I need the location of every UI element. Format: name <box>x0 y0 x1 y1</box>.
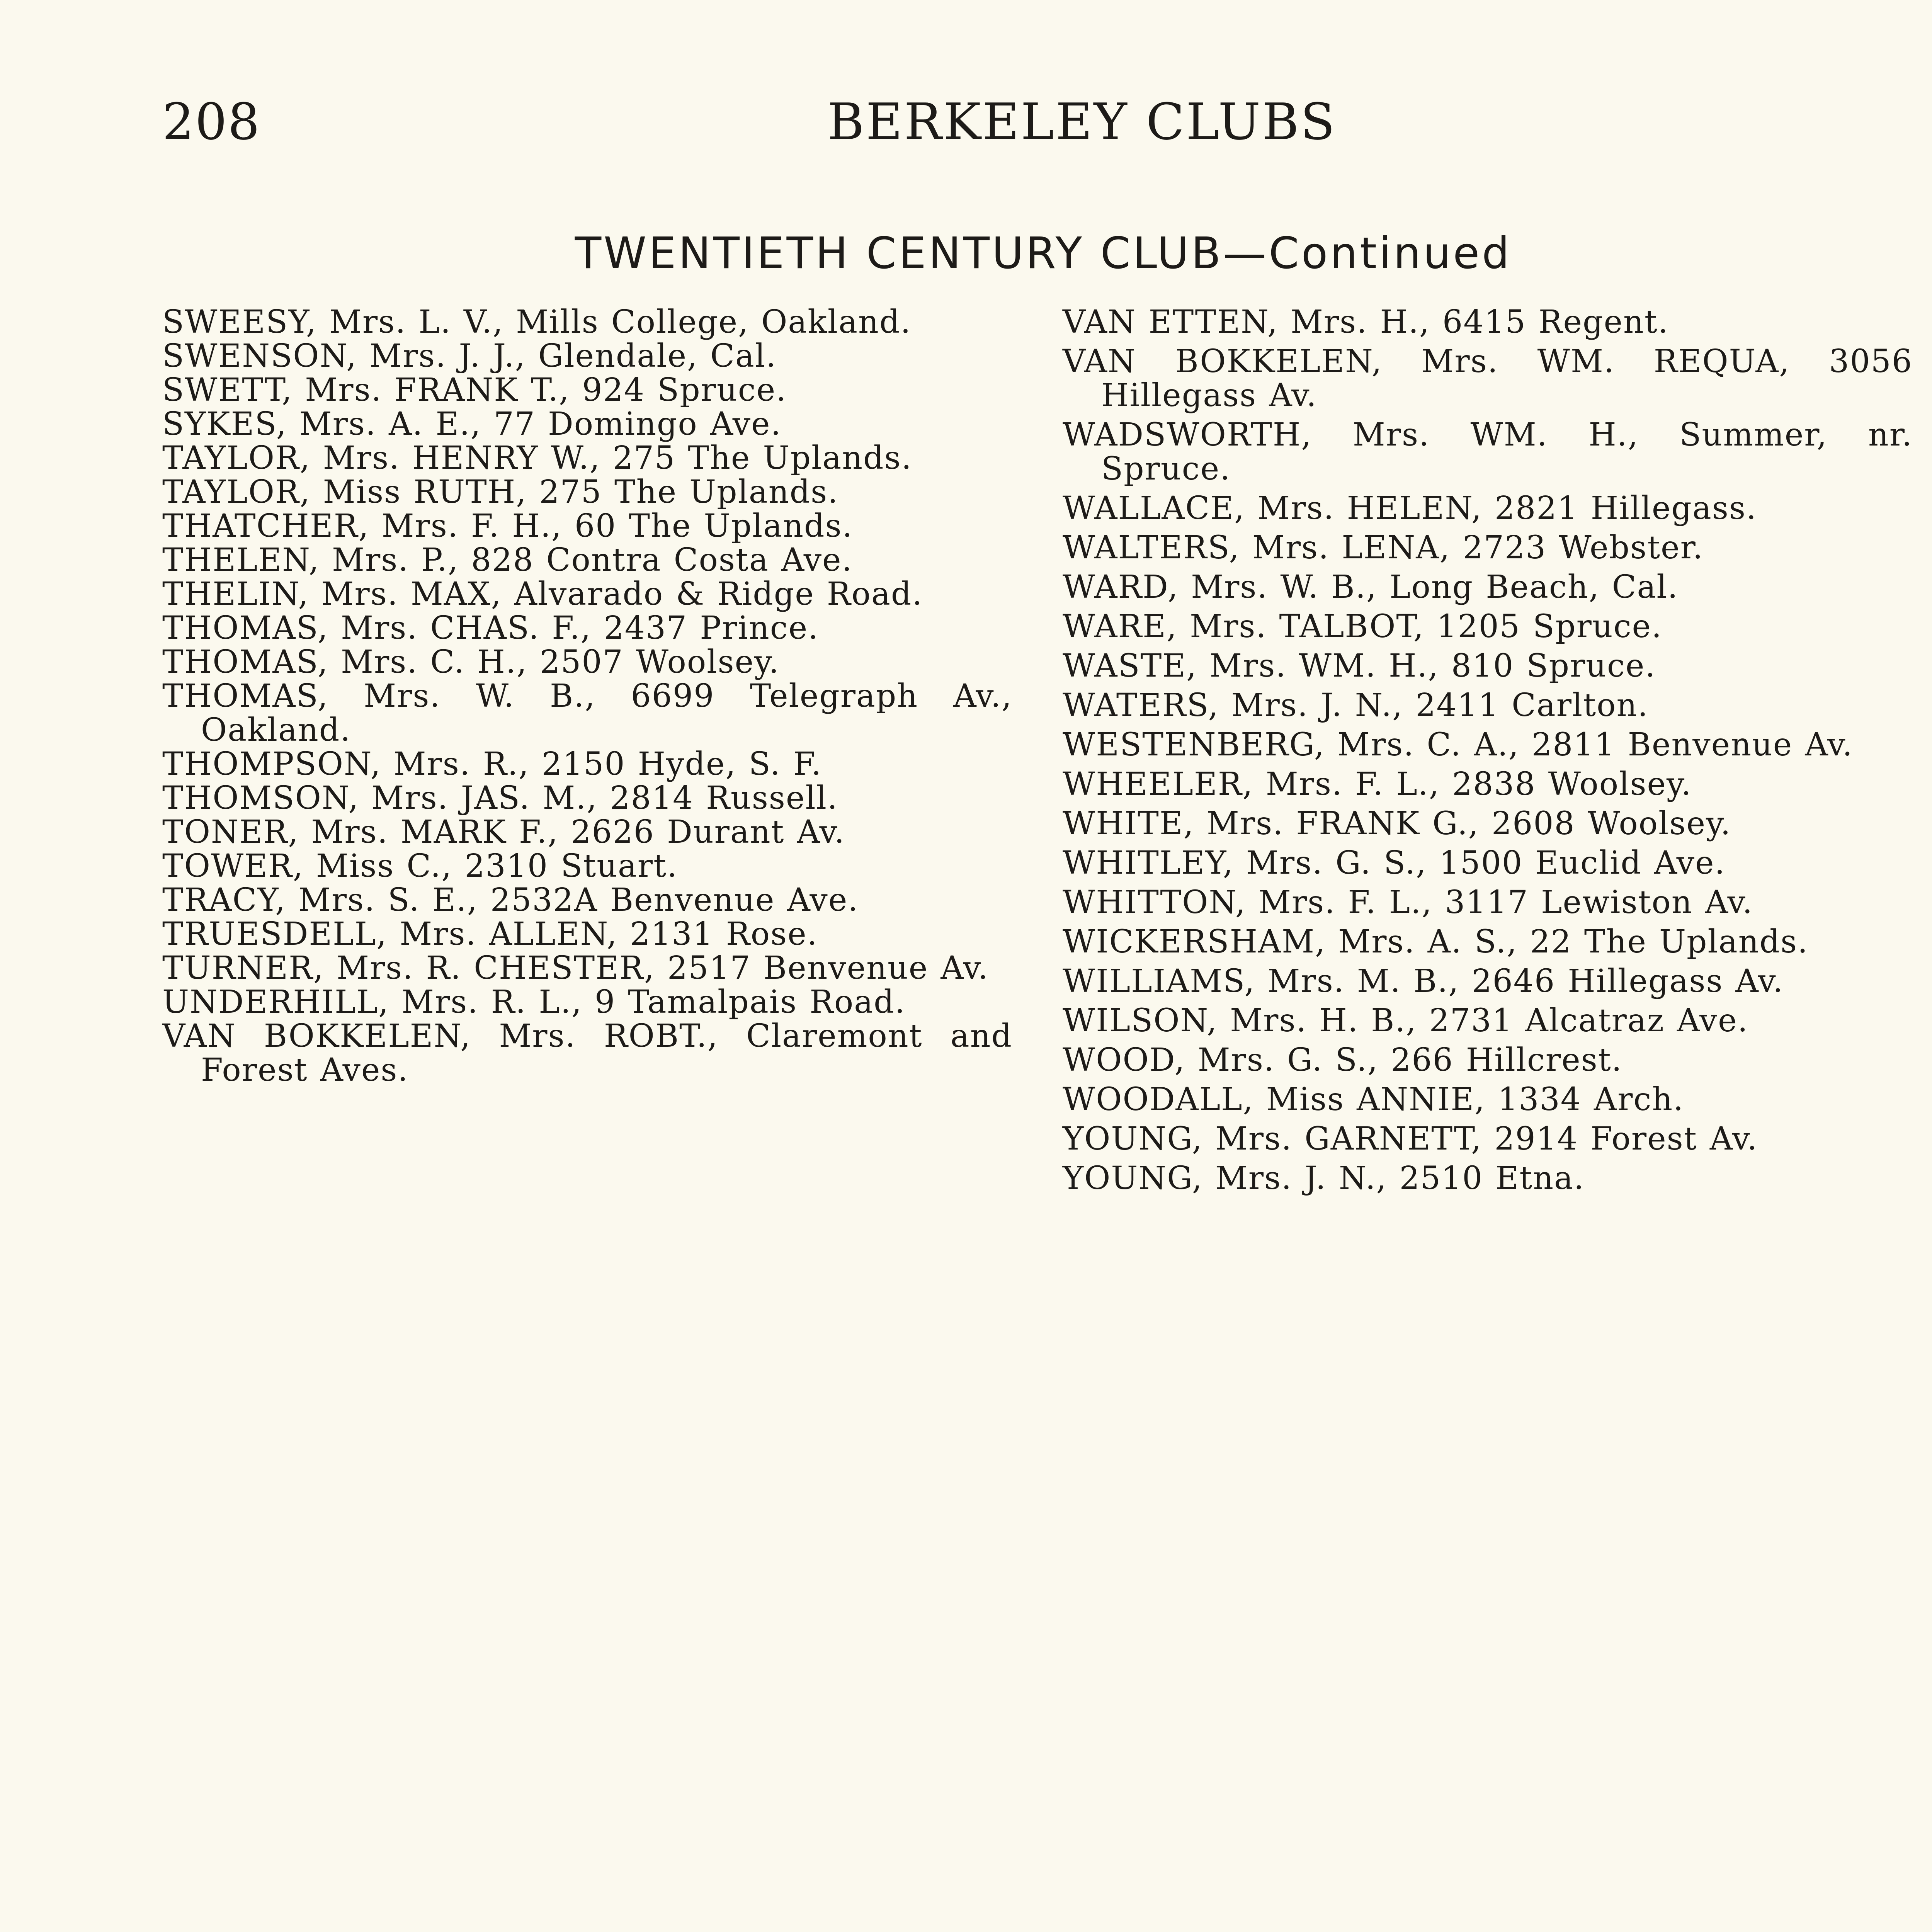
list-item: VAN ETTEN, Mrs. H., 6415 Regent. <box>1063 304 1669 340</box>
list-item: TAYLOR, Miss RUTH, 275 The Uplands. <box>162 474 839 510</box>
list-item: WHEELER, Mrs. F. L., 2838 Woolsey. <box>1063 766 1692 803</box>
member-list-left <box>162 305 1012 1087</box>
list-item: YOUNG, Mrs. GARNETT, 2914 Forest Av. <box>1063 1121 1758 1157</box>
list-item: WALLACE, Mrs. HELEN, 2821 Hillegass. <box>1063 490 1757 527</box>
list-item: WICKERSHAM, Mrs. A. S., 22 The Uplands. <box>1063 923 1809 960</box>
list-item: THOMAS, Mrs. W. B., 6699 Telegraph Av., Oakland. <box>162 678 1012 748</box>
list-item: SWENSON, Mrs. J. J., Glendale, Cal. <box>162 338 777 374</box>
list-item: WALTERS, Mrs. LENA, 2723 Webster. <box>1063 529 1704 566</box>
member-list-right <box>1063 305 1913 1201</box>
list-item: SWEESY, Mrs. L. V., Mills College, Oakland. <box>162 304 912 340</box>
list-item: WOODALL, Miss ANNIE, 1334 Arch. <box>1063 1081 1684 1118</box>
list-item: TOWER, Miss C., 2310 Stuart. <box>162 848 678 884</box>
list-item: WHITLEY, Mrs. G. S., 1500 Euclid Ave. <box>1063 845 1726 881</box>
list-item: TONER, Mrs. MARK F., 2626 Durant Av. <box>162 814 845 850</box>
list-item: TURNER, Mrs. R. CHESTER, 2517 Benvenue Av. <box>162 950 989 986</box>
list-item: TRACY, Mrs. S. E., 2532A Benvenue Ave. <box>162 882 859 918</box>
list-item: THATCHER, Mrs. F. H., 60 The Uplands. <box>162 508 853 544</box>
section-title: TWENTIETH CENTURY CLUB—Continued <box>575 228 1512 279</box>
list-item: WILLIAMS, Mrs. M. B., 2646 Hillegass Av. <box>1063 963 1784 1000</box>
list-item: WOOD, Mrs. G. S., 266 Hillcrest. <box>1063 1042 1622 1078</box>
list-item: THOMSON, Mrs. JAS. M., 2814 Russell. <box>162 780 838 816</box>
list-item: THOMAS, Mrs. CHAS. F., 2437 Prince. <box>162 610 819 646</box>
list-item: WASTE, Mrs. WM. H., 810 Spruce. <box>1063 648 1656 684</box>
list-item: THOMAS, Mrs. C. H., 2507 Woolsey. <box>162 644 780 680</box>
list-item: WHITE, Mrs. FRANK G., 2608 Woolsey. <box>1063 805 1731 842</box>
list-item: SWETT, Mrs. FRANK T., 924 Spruce. <box>162 372 787 408</box>
list-item: THELIN, Mrs. MAX, Alvarado & Ridge Road. <box>162 576 923 612</box>
list-item: YOUNG, Mrs. J. N., 2510 Etna. <box>1063 1160 1585 1197</box>
list-item: VAN BOKKELEN, Mrs. WM. REQUA, 3056 Hillegass Av. <box>1063 343 1913 414</box>
list-item: WARD, Mrs. W. B., Long Beach, Cal. <box>1063 569 1679 605</box>
list-item: THOMPSON, Mrs. R., 2150 Hyde, S. F. <box>162 746 822 782</box>
list-item: WILSON, Mrs. H. B., 2731 Alcatraz Ave. <box>1063 1002 1748 1039</box>
list-item: UNDERHILL, Mrs. R. L., 9 Tamalpais Road. <box>162 984 906 1020</box>
list-item: VAN BOKKELEN, Mrs. ROBT., Claremont and Forest Aves. <box>162 1018 1012 1088</box>
list-item: SYKES, Mrs. A. E., 77 Domingo Ave. <box>162 406 782 442</box>
list-item: WATERS, Mrs. J. N., 2411 Carlton. <box>1063 687 1649 724</box>
list-item: WESTENBERG, Mrs. C. A., 2811 Benvenue Av. <box>1063 726 1853 763</box>
list-item: TAYLOR, Mrs. HENRY W., 275 The Uplands. <box>162 440 912 476</box>
page-number: 208 <box>162 92 261 151</box>
list-item: TRUESDELL, Mrs. ALLEN, 2131 Rose. <box>162 916 818 952</box>
running-head: BERKELEY CLUBS <box>827 92 1337 151</box>
list-item: WARE, Mrs. TALBOT, 1205 Spruce. <box>1063 608 1663 645</box>
list-item: WHITTON, Mrs. F. L., 3117 Lewiston Av. <box>1063 884 1753 921</box>
list-item: WADSWORTH, Mrs. WM. H., Summer, nr. Spruce. <box>1063 417 1913 487</box>
list-item: THELEN, Mrs. P., 828 Contra Costa Ave. <box>162 542 853 578</box>
